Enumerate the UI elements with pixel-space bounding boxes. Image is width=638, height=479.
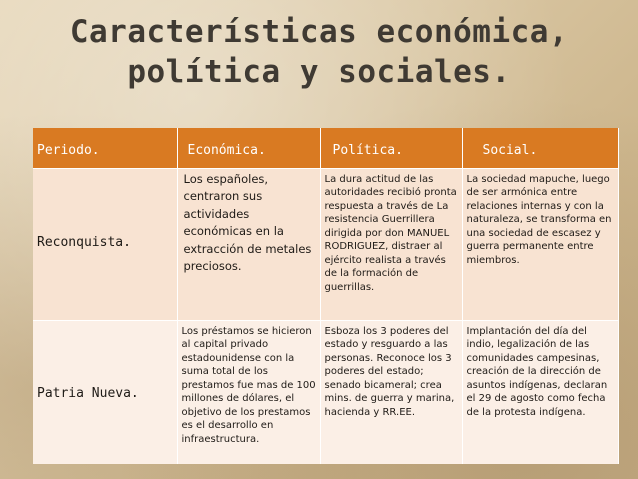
- cell-economica: [177, 168, 320, 320]
- slide-title-line-2: política y sociales.: [127, 54, 511, 90]
- slide-title-line-1: Características económica,: [69, 14, 569, 50]
- cell-periodo: Patria Nueva.: [33, 320, 177, 464]
- table-header-row: [33, 128, 618, 168]
- header-social: Social.: [462, 128, 618, 168]
- cell-economica-text: Los españoles, centraron sus actividades económicas en la extracción de metales preciosos.: [183, 171, 312, 273]
- header-economica: Económica.: [177, 128, 320, 168]
- header-politica: Política.: [320, 128, 462, 168]
- cell-economica: Los préstamos se hicieron al capital privado estadounidense con la suma total de los prestamos fue mas de 100 millones de dólares, el objetivo de los prestamos es el desarrollo en infraestructura.: [177, 320, 320, 464]
- cell-social: La sociedad mapuche, luego de ser armónica entre relaciones internas y con la naturaleza, se transforma en una sociedad de escasez y guerra permanente entre miembros.: [462, 168, 618, 320]
- cell-politica: Esboza los 3 poderes del estado y resguardo a las personas. Reconoce los 3 poderes del estado; senado bicameral; crea mins. de guerra y marina, hacienda y RR.EE.: [320, 320, 462, 464]
- slide-title: [0, 12, 638, 92]
- cell-periodo: Reconquista.: [33, 168, 177, 320]
- table-row: [33, 168, 618, 320]
- characteristics-table: [33, 128, 619, 464]
- table-row: [33, 320, 618, 464]
- cell-politica: La dura actitud de las autoridades recibió pronta respuesta a través de La resistencia Guerrillera dirigida por don MANUEL RODRIGUEZ, distraer al ejército realista a través de la formación de guerrillas.: [320, 168, 462, 320]
- cell-social: Implantación del día del indio, legalización de las comunidades campesinas, creación de la dirección de asuntos indígenas, declaran el 29 de agosto como fecha de la protesta indígena.: [462, 320, 618, 464]
- header-periodo: Periodo.: [33, 128, 177, 168]
